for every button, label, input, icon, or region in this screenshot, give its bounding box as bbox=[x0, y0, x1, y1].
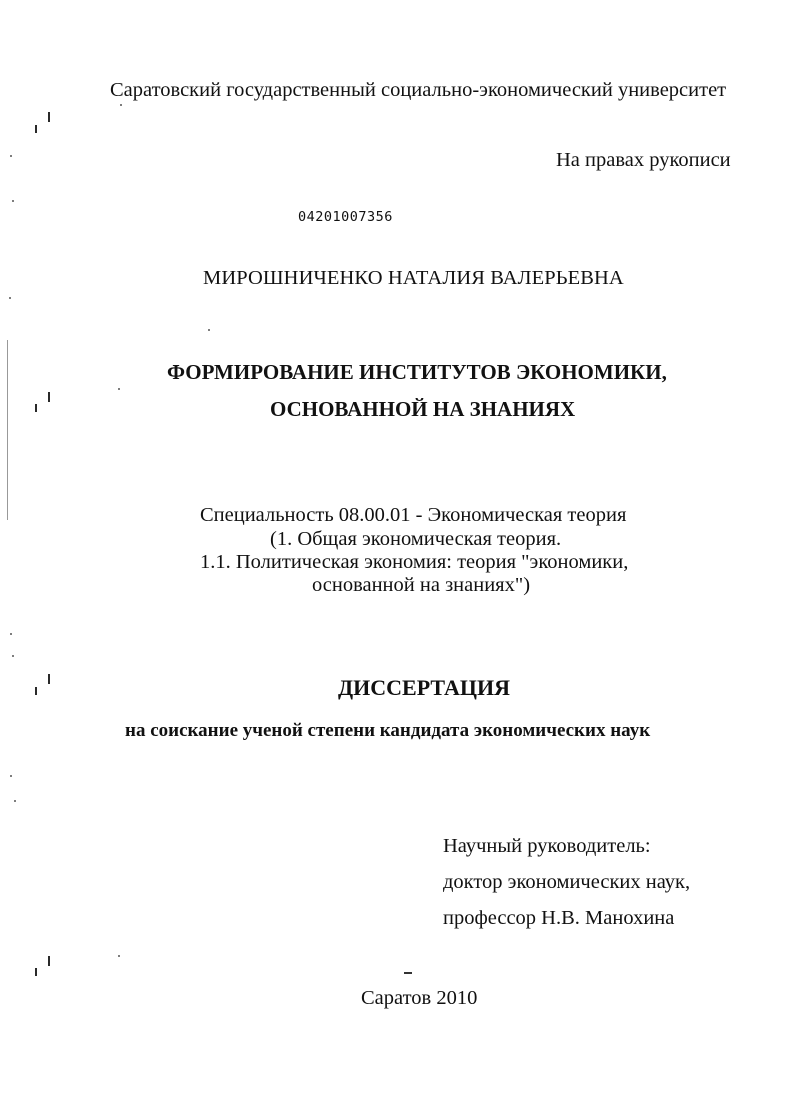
scan-speck bbox=[10, 775, 12, 777]
scan-speck bbox=[9, 297, 11, 299]
scan-dash bbox=[404, 972, 412, 974]
specialty-line: 1.1. Политическая экономия: теория "экономики, bbox=[200, 551, 629, 573]
advisor-line: доктор экономических наук, bbox=[443, 871, 691, 893]
binding-mark bbox=[48, 956, 50, 966]
scan-speck bbox=[10, 155, 12, 157]
binding-mark bbox=[48, 392, 50, 402]
advisor-line: профессор Н.В. Манохина bbox=[443, 907, 675, 929]
degree-statement: на соискание ученой степени кандидата экономических наук bbox=[125, 720, 651, 741]
binding-mark bbox=[35, 404, 37, 412]
scan-speck bbox=[12, 200, 14, 202]
binding-mark bbox=[35, 687, 37, 695]
scan-speck bbox=[14, 800, 16, 802]
binding-mark bbox=[35, 968, 37, 976]
binding-mark bbox=[35, 125, 37, 133]
scan-speck bbox=[12, 655, 14, 657]
binding-mark bbox=[7, 340, 8, 520]
inventory-number: 04201007356 bbox=[298, 209, 393, 225]
scan-speck bbox=[120, 104, 122, 106]
scan-speck bbox=[118, 955, 120, 957]
scan-speck bbox=[118, 388, 120, 390]
rights-notice: На правах рукописи bbox=[556, 149, 731, 171]
scan-speck bbox=[10, 633, 12, 635]
specialty-line: Специальность 08.00.01 - Экономическая теория bbox=[200, 504, 627, 526]
binding-mark bbox=[48, 674, 50, 684]
city-year: Саратов 2010 bbox=[361, 987, 478, 1009]
specialty-line: основанной на знаниях") bbox=[312, 574, 531, 596]
title-line: ФОРМИРОВАНИЕ ИНСТИТУТОВ ЭКОНОМИКИ, bbox=[167, 360, 667, 384]
binding-mark bbox=[48, 112, 50, 122]
title-line: ОСНОВАННОЙ НА ЗНАНИЯХ bbox=[270, 397, 576, 421]
advisor-line: Научный руководитель: bbox=[443, 835, 651, 857]
author-name: МИРОШНИЧЕНКО НАТАЛИЯ ВАЛЕРЬЕВНА bbox=[203, 267, 624, 289]
document-type: ДИССЕРТАЦИЯ bbox=[338, 675, 510, 700]
specialty-line: (1. Общая экономическая теория. bbox=[270, 528, 562, 550]
university-name: Саратовский государственный социально-экономический университет bbox=[110, 79, 727, 101]
scan-speck bbox=[208, 329, 210, 331]
